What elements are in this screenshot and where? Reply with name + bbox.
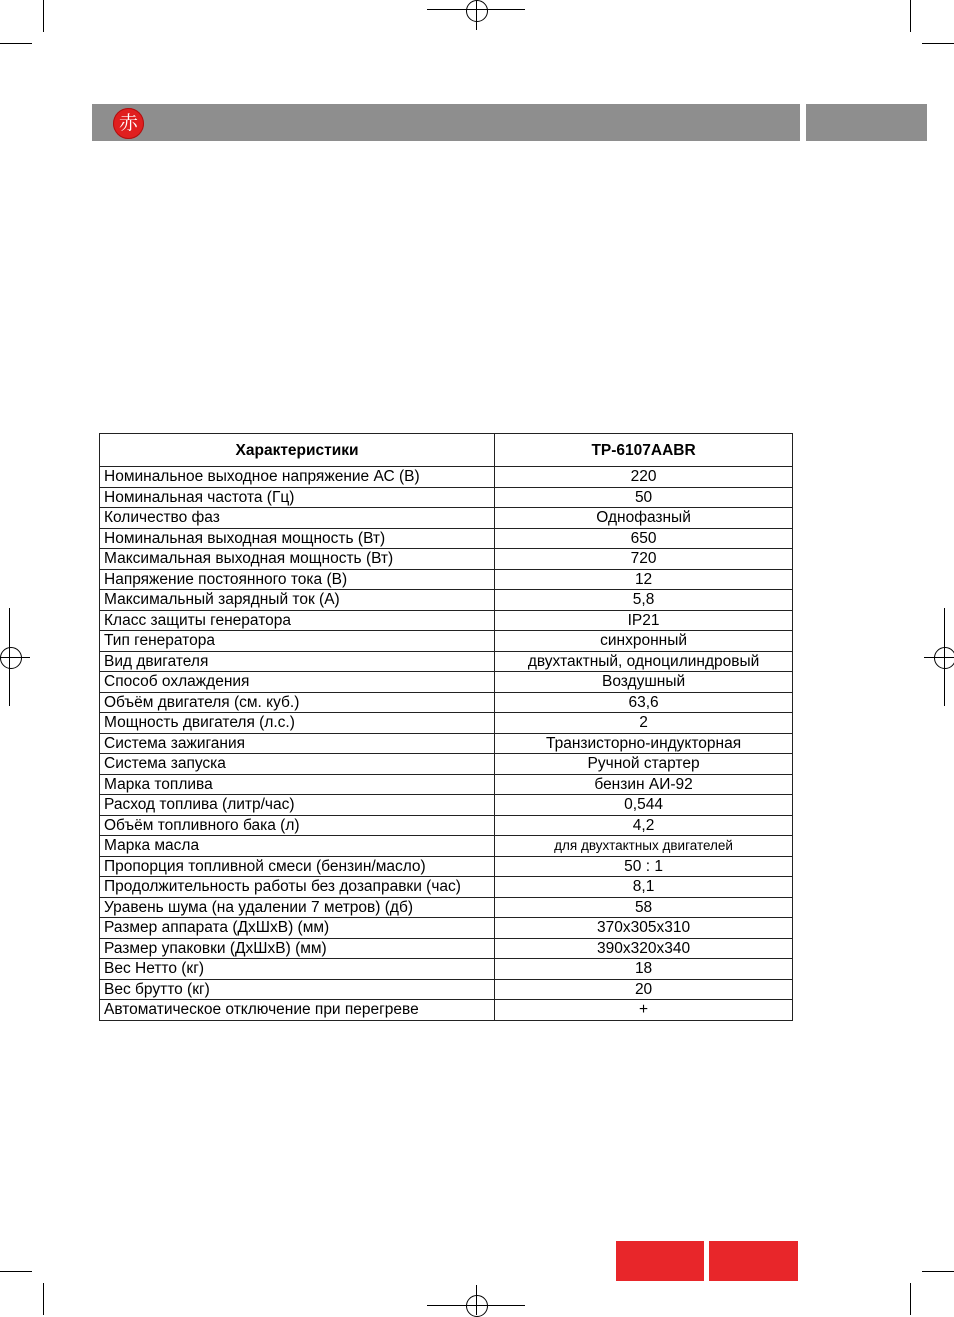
spec-table-header xyxy=(100,434,793,467)
column-header-characteristics: Характеристики xyxy=(100,434,495,467)
table-row xyxy=(100,487,793,508)
spec-value: 220 xyxy=(495,467,793,488)
spec-name: Вес брутто (кг) xyxy=(100,979,495,1000)
spec-value: 390х320х340 xyxy=(495,938,793,959)
spec-value: Ручной стартер xyxy=(495,754,793,775)
spec-value: 650 xyxy=(495,528,793,549)
spec-name: Марка масла xyxy=(100,836,495,857)
table-row xyxy=(100,836,793,857)
spec-value: 63,6 xyxy=(495,692,793,713)
spec-value: 5,8 xyxy=(495,590,793,611)
spec-table xyxy=(99,433,793,1021)
table-row xyxy=(100,733,793,754)
spec-name: Способ охлаждения xyxy=(100,672,495,693)
spec-name: Номинальная выходная мощность (Вт) xyxy=(100,528,495,549)
spec-name: Тип генератора xyxy=(100,631,495,652)
spec-name: Размер упаковки (ДхШхВ) (мм) xyxy=(100,938,495,959)
spec-value: 50 : 1 xyxy=(495,856,793,877)
spec-name: Вид двигателя xyxy=(100,651,495,672)
table-row xyxy=(100,774,793,795)
header-bar-tab xyxy=(806,104,927,141)
table-row xyxy=(100,467,793,488)
spec-value: Транзисторно-индукторная xyxy=(495,733,793,754)
table-row xyxy=(100,528,793,549)
spec-name: Уравень шума (на удалении 7 метров) (дб) xyxy=(100,897,495,918)
table-row xyxy=(100,549,793,570)
table-row xyxy=(100,754,793,775)
spec-name: Класс защиты генератора xyxy=(100,610,495,631)
footer-tab-left xyxy=(616,1241,704,1281)
spec-value: бензин АИ-92 xyxy=(495,774,793,795)
spec-name: Расход топлива (литр/час) xyxy=(100,795,495,816)
spec-name: Напряжение постоянного тока (В) xyxy=(100,569,495,590)
spec-value: 8,1 xyxy=(495,877,793,898)
table-row xyxy=(100,979,793,1000)
spec-value: двухтактный, одноцилиндровый xyxy=(495,651,793,672)
spec-name: Мощность двигателя (л.с.) xyxy=(100,713,495,734)
spec-value: 50 xyxy=(495,487,793,508)
spec-value: 0,544 xyxy=(495,795,793,816)
spec-name: Объём топливного бака (л) xyxy=(100,815,495,836)
spec-name: Марка топлива xyxy=(100,774,495,795)
spec-name: Система зажигания xyxy=(100,733,495,754)
spec-value: 2 xyxy=(495,713,793,734)
spec-value: 18 xyxy=(495,959,793,980)
spec-value: 12 xyxy=(495,569,793,590)
spec-value: Воздушный xyxy=(495,672,793,693)
table-row xyxy=(100,631,793,652)
table-row xyxy=(100,959,793,980)
table-row xyxy=(100,508,793,529)
spec-name: Объём двигателя (см. куб.) xyxy=(100,692,495,713)
table-row xyxy=(100,1000,793,1021)
table-row xyxy=(100,795,793,816)
spec-value: Однофазный xyxy=(495,508,793,529)
spec-name: Размер аппарата (ДхШхВ) (мм) xyxy=(100,918,495,939)
table-row xyxy=(100,672,793,693)
spec-value: 20 xyxy=(495,979,793,1000)
spec-value: 370х305х310 xyxy=(495,918,793,939)
spec-value: синхронный xyxy=(495,631,793,652)
column-header-model: TP-6107AABR xyxy=(495,434,793,467)
table-row xyxy=(100,590,793,611)
spec-value: IP21 xyxy=(495,610,793,631)
header-bar xyxy=(92,104,800,141)
table-row xyxy=(100,651,793,672)
table-row xyxy=(100,856,793,877)
spec-name: Количество фаз xyxy=(100,508,495,529)
table-row xyxy=(100,610,793,631)
spec-name: Система запуска xyxy=(100,754,495,775)
spec-name: Максимальная выходная мощность (Вт) xyxy=(100,549,495,570)
spec-name: Пропорция топливной смеси (бензин/масло) xyxy=(100,856,495,877)
spec-name: Максимальный зарядный ток (А) xyxy=(100,590,495,611)
footer-tab-right xyxy=(709,1241,798,1281)
table-row xyxy=(100,692,793,713)
table-row xyxy=(100,918,793,939)
spec-name: Номинальное выходное напряжение АС (В) xyxy=(100,467,495,488)
spec-value: 4,2 xyxy=(495,815,793,836)
spec-name: Продолжительность работы без дозаправки (час) xyxy=(100,877,495,898)
spec-name: Номинальная частота (Гц) xyxy=(100,487,495,508)
spec-name: Автоматическое отключение при перегреве xyxy=(100,1000,495,1021)
spec-value: для двухтактных двигателей xyxy=(495,836,793,857)
brand-logo-icon: 赤 xyxy=(113,108,144,139)
table-row xyxy=(100,897,793,918)
spec-value: + xyxy=(495,1000,793,1021)
spec-value: 58 xyxy=(495,897,793,918)
table-row xyxy=(100,815,793,836)
spec-value: 720 xyxy=(495,549,793,570)
table-row xyxy=(100,569,793,590)
table-row xyxy=(100,877,793,898)
table-row xyxy=(100,938,793,959)
table-row xyxy=(100,713,793,734)
spec-name: Вес Нетто (кг) xyxy=(100,959,495,980)
